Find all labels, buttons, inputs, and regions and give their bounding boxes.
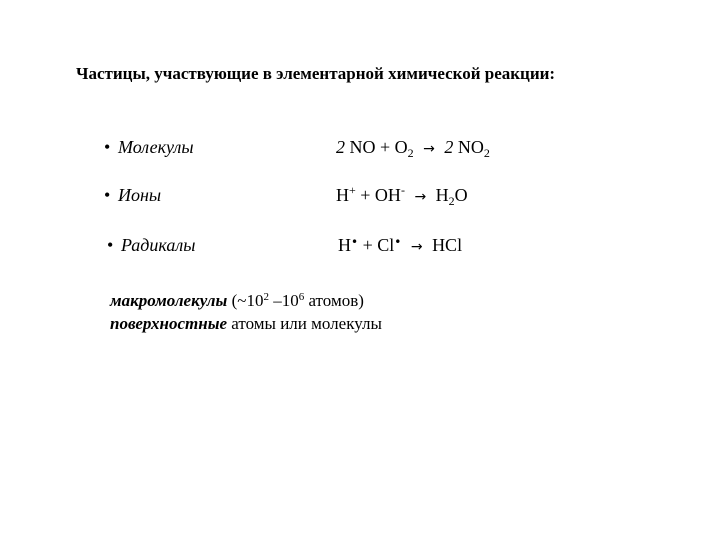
radical-dot-icon: •: [351, 235, 359, 249]
bullet-icon: •: [104, 185, 111, 205]
eq-species: NO: [457, 137, 484, 157]
slide-title: Частицы, участвующие в элементарной химической реакции:: [76, 64, 556, 83]
note-exponent: 2: [263, 291, 269, 303]
eq-charge: -: [400, 183, 405, 197]
equation-molecules: [336, 137, 490, 158]
arrow-right-icon: →: [423, 141, 435, 157]
bullet-row-ions: [104, 185, 161, 206]
radical-dot-icon: •: [394, 235, 402, 249]
note-text: атомы или молекулы: [227, 314, 382, 333]
eq-species: NO + O: [349, 137, 408, 157]
eq-coef: 2: [336, 137, 345, 157]
equation-radicals: [338, 235, 462, 256]
eq-species: H: [338, 235, 351, 255]
bullet-icon: •: [107, 235, 114, 255]
bullet-row-radicals: [107, 235, 195, 256]
term-radicals: Радикалы: [121, 235, 196, 255]
bullet-row-molecules: [104, 137, 194, 158]
term-molecules: Молекулы: [118, 137, 194, 157]
eq-charge: +: [349, 183, 356, 197]
note-text: (~10: [227, 291, 264, 310]
note-term: поверхностные: [110, 314, 228, 333]
eq-subscript: 2: [483, 146, 490, 160]
note-exponent: 6: [298, 291, 305, 303]
eq-species: O: [454, 185, 468, 205]
note-term: макромолекулы: [110, 291, 228, 310]
bullet-icon: •: [104, 137, 111, 157]
arrow-right-icon: →: [414, 189, 427, 205]
eq-subscript: 2: [407, 146, 414, 160]
eq-species: H: [336, 185, 349, 205]
note-text: атомов): [304, 291, 364, 310]
eq-species: H: [435, 185, 449, 205]
equation-ions: [336, 185, 468, 206]
note-text: –10: [268, 291, 299, 310]
arrow-right-icon: →: [410, 239, 423, 255]
eq-species: + OH: [360, 185, 401, 205]
note-surface: [110, 314, 382, 334]
eq-species: HCl: [432, 235, 463, 255]
term-ions: Ионы: [118, 185, 162, 205]
eq-species: + Cl: [362, 235, 395, 255]
note-macromolecules: [110, 291, 364, 311]
eq-subscript: 2: [448, 194, 455, 208]
eq-coef: 2: [444, 137, 454, 157]
